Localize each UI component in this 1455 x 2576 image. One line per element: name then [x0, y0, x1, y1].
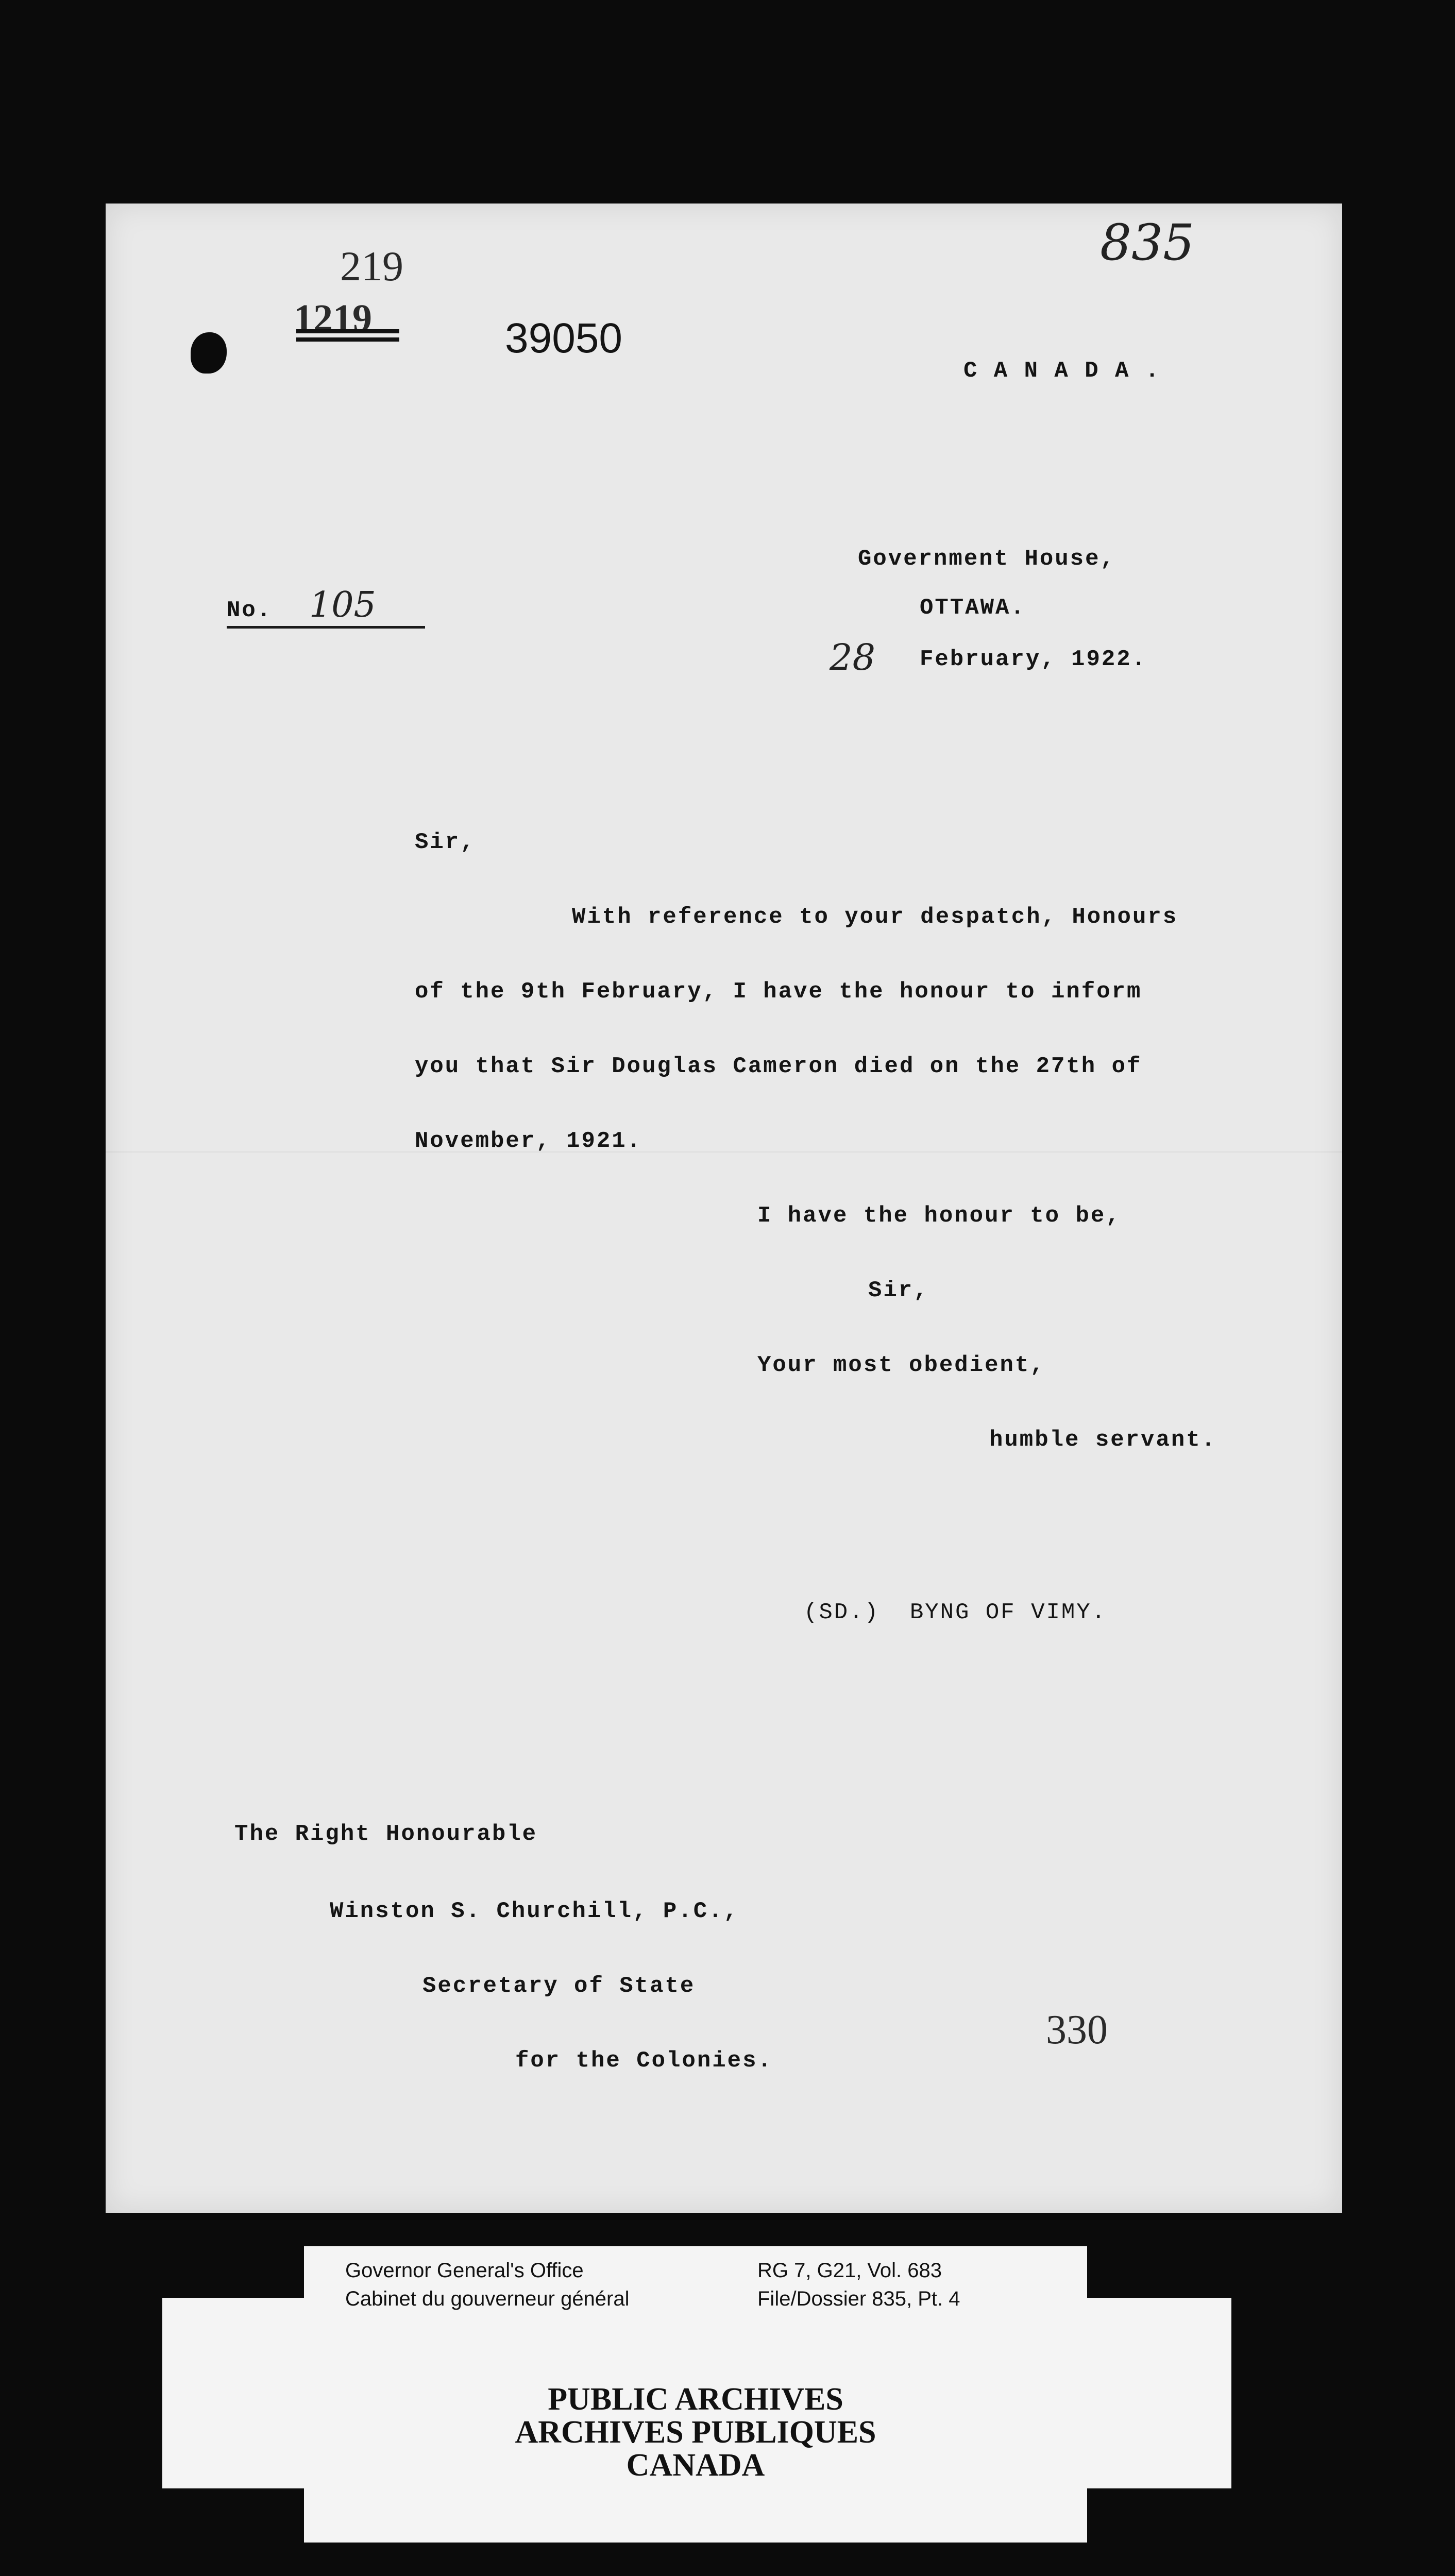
number-underline: [227, 626, 425, 629]
reference-rg: RG 7, G21, Vol. 683: [757, 2259, 942, 2282]
office-en: Governor General's Office: [345, 2259, 584, 2282]
handwritten-number: 105: [309, 585, 376, 625]
page-stamp: 330: [1046, 2007, 1108, 2053]
date-typed: February, 1922.: [920, 647, 1147, 672]
address-line-1: Government House,: [858, 546, 1115, 572]
file-number: 39050: [505, 315, 623, 362]
body-line-1: With reference to your despatch, Honours: [572, 904, 1178, 930]
archives-line-3: CANADA: [626, 2448, 765, 2483]
archives-line-1: PUBLIC ARCHIVES: [548, 2382, 843, 2417]
handwritten-date-day: 28: [830, 636, 876, 679]
stamp-number-219: 219: [340, 243, 403, 290]
addressee-line-3: Secretary of State: [422, 1973, 696, 1999]
struck-stamp-number: 1219: [294, 297, 372, 340]
country-heading: C A N A D A .: [963, 358, 1161, 384]
addressee-line-1: The Right Honourable: [234, 1821, 538, 1847]
address-line-2: OTTAWA.: [920, 595, 1026, 621]
reference-file: File/Dossier 835, Pt. 4: [757, 2287, 960, 2310]
punch-hole: [191, 332, 227, 374]
closing-line-4: humble servant.: [989, 1427, 1217, 1453]
signature: (SD.) BYNG OF VIMY.: [804, 1600, 1107, 1625]
closing-line-3: Your most obedient,: [757, 1352, 1045, 1378]
archives-line-2: ARCHIVES PUBLIQUES: [515, 2415, 876, 2450]
handwritten-file-number: 835: [1100, 214, 1195, 272]
salutation: Sir,: [415, 829, 476, 855]
body-line-4: November, 1921.: [415, 1128, 642, 1154]
number-label: No.: [227, 598, 273, 623]
closing-line-1: I have the honour to be,: [757, 1203, 1121, 1229]
letter-page: [106, 204, 1342, 2213]
closing-line-2: Sir,: [868, 1278, 929, 1303]
addressee-line-4: for the Colonies.: [515, 2048, 773, 2074]
strike-through-mark: [296, 322, 399, 353]
body-line-3: you that Sir Douglas Cameron died on the 27th of: [415, 1054, 1142, 1079]
addressee-line-2: Winston S. Churchill, P.C.,: [330, 1899, 739, 1924]
label-wing-right: [1077, 2298, 1231, 2488]
label-wing-left: [162, 2298, 317, 2488]
body-line-2: of the 9th February, I have the honour to inform: [415, 979, 1142, 1005]
office-fr: Cabinet du gouverneur général: [345, 2287, 630, 2310]
